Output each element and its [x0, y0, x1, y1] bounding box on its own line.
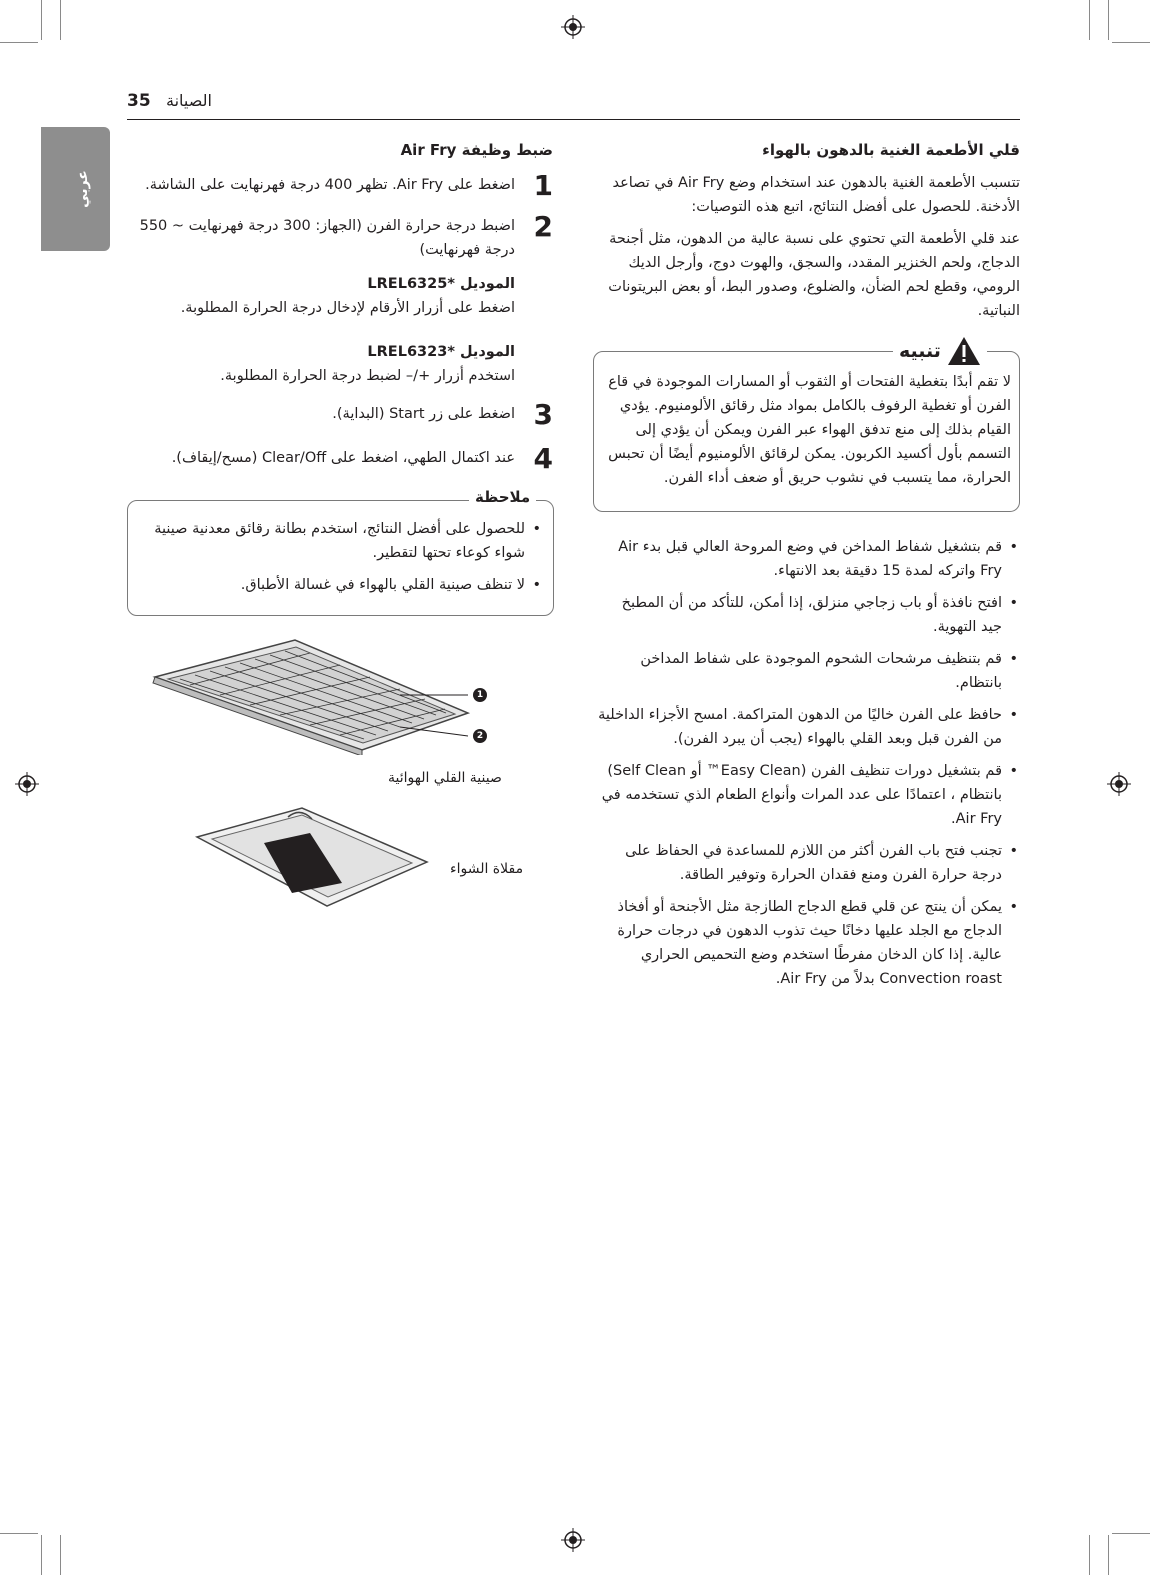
- intro-paragraph: تتسبب الأطعمة الغنية بالدهون عند استخدام وضع Air Fry في تصاعد الأدخنة. للحصول على أفضل النتائج، اتبع هذه التوصيات:: [612, 175, 1020, 215]
- language-tab: [41, 127, 110, 251]
- crop-mark: [1108, 1535, 1109, 1575]
- step-number: 4: [533, 442, 553, 475]
- crop-mark: [60, 0, 61, 40]
- registration-mark-icon: [1107, 772, 1131, 796]
- tray-caption: صينية القلي الهوائية: [388, 770, 502, 786]
- note-label: ملاحظة: [469, 488, 536, 506]
- list-item: • قم بتشغيل دورات تنظيف الفرن (Easy Clean™ أو Self Clean) بانتظام ، اعتمادًا على عدد المرات وأنواع الطعام الذي تستخدمه في Air Fry.: [598, 759, 1002, 831]
- crop-mark: [0, 1533, 38, 1534]
- model-label: الموديل *LREL6323: [367, 344, 515, 360]
- right-column-title: قلي الأطعمة الغنية بالدهون بالهواء: [762, 141, 1020, 159]
- air-fry-tray-illustration: [150, 635, 490, 755]
- note-box: [127, 500, 554, 616]
- registration-mark-icon: [15, 772, 39, 796]
- list-item: • افتح نافذة أو باب زجاجي منزلق، إذا أمكن، للتأكد من أن المطبخ جيد التهوية.: [598, 591, 1002, 639]
- crop-mark: [1112, 42, 1150, 43]
- callout-2: 2: [473, 729, 487, 743]
- crop-mark: [1089, 0, 1090, 40]
- tips-list: [598, 535, 1020, 999]
- page-number: 35: [127, 91, 151, 111]
- list-item: • يمكن أن ينتج عن قلي قطع الدجاج الطازجة مثل الأجنحة أو أفخاذ الدجاج مع الجلد عليها دخانًا حيث تذوب الدهون في درجات حرارة عالية. إذا كان الدخان مفرطًا استخدم وضع التحميص الحراري Convection roast بدلاً من Air Fry.: [598, 895, 1002, 991]
- crop-mark: [0, 42, 38, 43]
- crop-mark: [60, 1535, 61, 1575]
- model-instruction: استخدم أزرار +/– لضبط درجة الحرارة المطلوبة.: [220, 368, 515, 384]
- caution-box: [593, 351, 1020, 512]
- step-number: 1: [533, 169, 553, 202]
- step-2: [127, 210, 553, 388]
- section-title: الصيانة: [166, 91, 212, 110]
- list-item: • تجنب فتح باب الفرن أكثر من اللازم للمساعدة في الحفاظ على درجة حرارة الفرن ومنع فقدان الحرارة وتوفير الطاقة.: [598, 839, 1002, 887]
- caution-text: لا تقم أبدًا بتغطية الفتحات أو الثقوب أو المسارات الموجودة في قاع الفرن أو تغطية الرفوف بالكامل بمواد مثل رقائق الألومنيوم. يؤدي القيام بذلك إلى منع تدفق الهواء عبر الفرن ويمكن أن يؤدي إلى التسمم بأول أكسيد الكربون. يمكن لرقائق الألومنيوم أيضًا أن تحبس الحرارة، مما يتسبب في نشوب حريق أو ضعف أداء الفرن.: [608, 374, 1011, 486]
- list-item: • للحصول على أفضل النتائج، استخدم بطانة رقائق معدنية صينية شواء كوعاء تحتها لتقطير.: [140, 517, 525, 565]
- crop-mark: [1089, 1535, 1090, 1575]
- model-label: الموديل *LREL6325: [367, 276, 515, 292]
- step-text: عند اكتمال الطهي، اضغط على Clear/Off (مسح/إيقاف).: [171, 450, 515, 466]
- step-number: 2: [533, 210, 553, 243]
- crop-mark: [1112, 1533, 1150, 1534]
- step-1: [127, 169, 553, 202]
- warning-icon: [947, 336, 981, 366]
- broil-pan-illustration: [192, 805, 432, 910]
- list-item: • حافظ على الفرن خاليًا من الدهون المتراكمة. امسح الأجزاء الداخلية من الفرن قبل وبعد القلي بالهواء (يجب أن يبرد الفرن).: [598, 703, 1002, 751]
- foods-paragraph: عند قلي الأطعمة التي تحتوي على نسبة عالية من الدهون، مثل أجنحة الدجاج، ولحم الخنزير المقدد، والسجق، والهوت دوج، وأرجل الديك الرومي، وقطع لحم الضأن، والضلوع، وصدور البط، أو بعض البريتونات النباتية.: [608, 231, 1020, 319]
- model-instruction: اضغط على أزرار الأرقام لإدخال درجة الحرارة المطلوبة.: [180, 300, 515, 316]
- list-item: • لا تنظف صينية القلي بالهواء في غسالة الأطباق.: [140, 573, 525, 597]
- crop-mark: [41, 1535, 42, 1575]
- list-item: • قم بتشغيل شفاط المداخن في وضع المروحة العالي قبل بدء Air Fry واتركه لمدة 15 دقيقة بعد الانتهاء.: [598, 535, 1002, 583]
- pan-caption: مقلاة الشواء: [450, 861, 524, 877]
- caution-heading: [893, 336, 987, 366]
- list-item: • قم بتنظيف مرشحات الشحوم الموجودة على شفاط المداخن بانتظام.: [598, 647, 1002, 695]
- step-3: [127, 398, 553, 431]
- registration-mark-icon: [561, 1528, 585, 1552]
- step-number: 3: [533, 398, 553, 431]
- registration-mark-icon: [561, 15, 585, 39]
- crop-mark: [1108, 0, 1109, 40]
- language-tab-label: عربي: [75, 170, 91, 208]
- crop-mark: [41, 0, 42, 40]
- step-text: اضغط على زر Start (البداية).: [332, 406, 515, 422]
- header-divider: [127, 119, 1020, 120]
- step-text: اضبط درجة حرارة الفرن (الجهاز: 300 درجة فهرنهايت ~ 550 درجة فهرنهايت): [139, 218, 515, 258]
- left-column-title: ضبط وظيفة Air Fry: [400, 141, 553, 159]
- step-4: [127, 442, 553, 475]
- caution-label: تنبيه: [899, 340, 941, 362]
- callout-1: 1: [473, 688, 487, 702]
- step-text: اضغط على Air Fry. تظهر 400 درجة فهرنهايت على الشاشة.: [145, 177, 515, 193]
